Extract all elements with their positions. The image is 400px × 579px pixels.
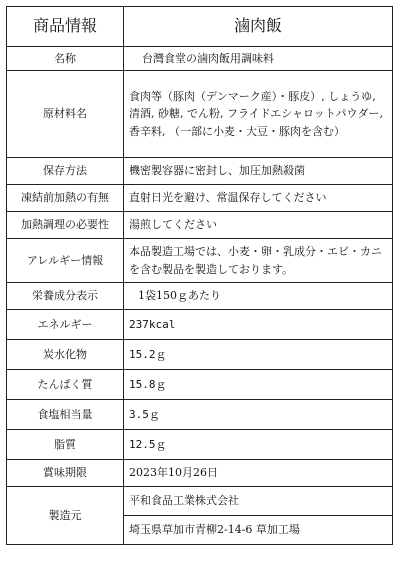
table-row-maker xyxy=(7,487,393,516)
value-maker-address: 埼玉県草加市青柳2-14-6 草加工場 xyxy=(124,516,393,545)
value-storage: 機密製容器に密封し、加圧加熱殺菌 xyxy=(124,158,393,185)
value-expiry: 2023年10月26日 xyxy=(124,460,393,487)
table-row-ingredients xyxy=(7,71,393,158)
value-salt: 3.5ｇ xyxy=(124,400,393,430)
table-row-carbs xyxy=(7,340,393,370)
value-ingredients: 食肉等（豚肉（デンマーク産）・豚皮）, しょうゆ, 清酒, 砂糖, でん粉, フライドエシャロットパウダー, 香辛料, （一部に小麦・大豆・豚肉を含む） xyxy=(124,71,393,158)
header-product-name: 滷肉飯 xyxy=(124,7,393,47)
label-nutrition: 栄養成分表示 xyxy=(7,283,124,310)
table-row-salt xyxy=(7,400,393,430)
label-maker: 製造元 xyxy=(7,487,124,545)
label-expiry: 賞味期限 xyxy=(7,460,124,487)
label-salt: 食塩相当量 xyxy=(7,400,124,430)
label-allergy: アレルギー情報 xyxy=(7,239,124,283)
product-info-sheet xyxy=(6,6,392,545)
label-protein: たんぱく質 xyxy=(7,370,124,400)
table-row-allergy xyxy=(7,239,393,283)
table-row-frozen xyxy=(7,185,393,212)
value-cooking: 湯煎してください xyxy=(124,212,393,239)
table-row-storage xyxy=(7,158,393,185)
value-carbs: 15.2ｇ xyxy=(124,340,393,370)
label-ingredients: 原材料名 xyxy=(7,71,124,158)
label-energy: エネルギー xyxy=(7,310,124,340)
table-header-row xyxy=(7,7,393,47)
label-carbs: 炭水化物 xyxy=(7,340,124,370)
value-allergy: 本品製造工場では、小麦・卵・乳成分・エビ・カニを含む製品を製造しております。 xyxy=(124,239,393,283)
table-row-energy xyxy=(7,310,393,340)
value-energy: 237kcal xyxy=(124,310,393,340)
label-storage: 保存方法 xyxy=(7,158,124,185)
header-product-info: 商品情報 xyxy=(7,7,124,47)
table-row-fat xyxy=(7,430,393,460)
table-row-cooking xyxy=(7,212,393,239)
table-row-nutrition xyxy=(7,283,393,310)
value-name: 台灣食堂の滷肉飯用調味料 xyxy=(124,47,393,71)
value-frozen: 直射日光を避け、常温保存してください xyxy=(124,185,393,212)
label-frozen: 凍結前加熱の有無 xyxy=(7,185,124,212)
label-fat: 脂質 xyxy=(7,430,124,460)
table-row-name xyxy=(7,47,393,71)
label-cooking: 加熱調理の必要性 xyxy=(7,212,124,239)
label-name: 名称 xyxy=(7,47,124,71)
value-maker-company: 平和食品工業株式会社 xyxy=(124,487,393,516)
table-row-expiry xyxy=(7,460,393,487)
value-protein: 15.8ｇ xyxy=(124,370,393,400)
value-fat: 12.5ｇ xyxy=(124,430,393,460)
table-row-protein xyxy=(7,370,393,400)
product-info-table xyxy=(6,6,393,545)
value-nutrition: 1袋150ｇあたり xyxy=(124,283,393,310)
